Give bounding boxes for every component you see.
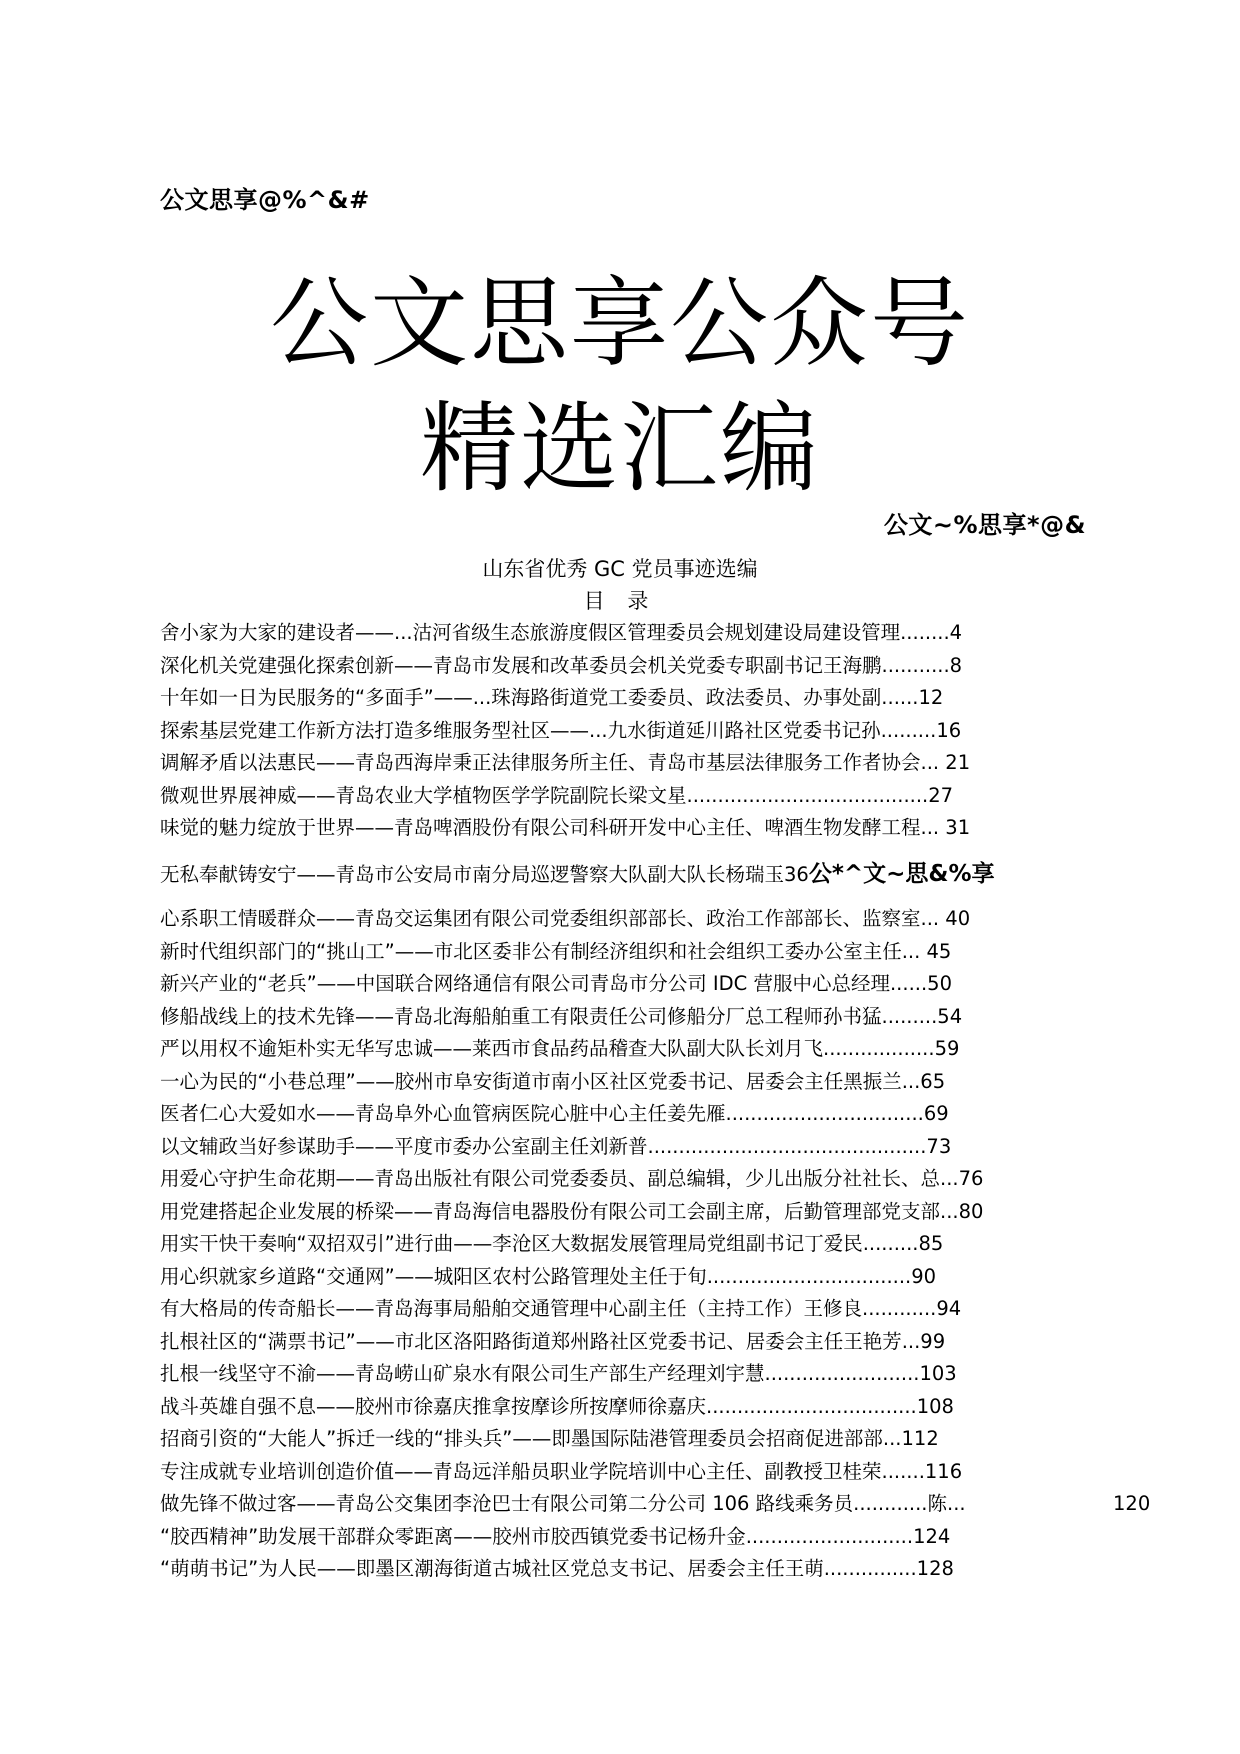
toc-entry[interactable]: 味觉的魅力绽放于世界——青岛啤酒股份有限公司科研开发中心主任、啤酒生物发酵工程... 31 <box>160 816 971 839</box>
document-title-line-2: 精选汇编 <box>419 392 820 506</box>
toc-entry[interactable]: 严以用权不逾矩朴实无华写忠诚——莱西市食品药品稽查大队副大队长刘月飞..................59 <box>160 1037 960 1060</box>
toc-entry[interactable]: 战斗英雄自强不息——胶州市徐嘉庆推拿按摩诊所按摩师徐嘉庆..................................108 <box>160 1394 954 1418</box>
document-title-line-1: 公文思享公众号 <box>269 267 970 381</box>
toc-entry[interactable]: 扎根社区的“满票书记”——市北区洛阳路街道郑州路社区党委书记、居委会主任王艳芳...99 <box>160 1329 946 1353</box>
toc-entry[interactable]: 心系职工情暖群众——青岛交运集团有限公司党委组织部部长、政治工作部部长、监察室... 40 <box>160 907 971 930</box>
toc-heading: 目 录 <box>583 589 657 613</box>
toc-entry[interactable]: 新时代组织部门的“挑山工”——市北区委非公有制经济组织和社会组织工委办公室主任... 45 <box>160 939 952 963</box>
toc-entry[interactable]: “萌萌书记”为人民——即墨区潮海街道古城社区党总支书记、居委会主任王萌...............128 <box>160 1557 954 1580</box>
toc-entry[interactable]: 用实干快干奏响“双招双引”进行曲——李沧区大数据发展管理局党组副书记丁爱民.........85 <box>160 1232 944 1255</box>
toc-entry[interactable]: 微观世界展神威——青岛农业大学植物医学学院副院长梁文星.......................................27 <box>160 783 954 807</box>
toc-page-number: 120 <box>1113 1492 1151 1515</box>
toc-entry[interactable]: 用心织就家乡道路“交通网”——城阳区农村公路管理处主任于旬.................................90 <box>160 1264 937 1288</box>
toc-entry[interactable]: 用党建搭起企业发展的桥梁——青岛海信电器股份有限公司工会副主席，后勤管理部党支部...80 <box>160 1199 984 1223</box>
watermark-top-left: 公文思享@%^&# <box>160 186 370 214</box>
document-subtitle: 山东省优秀 GC 党员事迹选编 <box>482 557 758 581</box>
toc-entry[interactable]: “胶西精神”助发展干部群众零距离——胶州市胶西镇党委书记杨升金...........................124 <box>160 1524 951 1548</box>
toc-entry-text: 无私奉献铸安宁——青岛市公安局市南分局巡逻警察大队副大队长杨瑞玉36 <box>160 862 809 886</box>
toc-entry[interactable] <box>160 1488 1160 1521</box>
toc-entry[interactable]: 招商引资的“大能人”拆迁一线的“排头兵”——即墨国际陆港管理委员会招商促进部部...112 <box>160 1427 939 1450</box>
toc-entry[interactable]: 修船战线上的技术先锋——青岛北海船舶重工有限责任公司修船分厂总工程师孙书猛.........54 <box>160 1004 963 1028</box>
toc-entry-text: 做先锋不做过客——青岛公交集团李沧巴士有限公司第二分公司 106 路线乘务员............陈... <box>160 1492 966 1515</box>
toc-entry[interactable]: 深化机关党建强化探索创新——青岛市发展和改革委员会机关党委专职副书记王海鹏...........8 <box>160 653 963 677</box>
toc-entry[interactable]: 调解矛盾以法惠民——青岛西海岸秉正法律服务所主任、青岛市基层法律服务工作者协会... 21 <box>160 751 971 774</box>
watermark-inline: 公*^文~思&%享 <box>808 860 995 887</box>
toc-entry[interactable]: 新兴产业的“老兵”——中国联合网络通信有限公司青岛市分公司 IDC 营服中心总经理......50 <box>160 972 952 995</box>
toc-entry[interactable]: 以文辅政当好参谋助手——平度市委办公室副主任刘新普.............................................73 <box>160 1134 952 1158</box>
table-of-contents <box>160 617 1160 1586</box>
toc-entry[interactable]: 探索基层党建工作新方法打造多维服务型社区——...九水街道延川路社区党委书记孙.........16 <box>160 718 962 742</box>
toc-entry[interactable]: 舍小家为大家的建设者——...沽河省级生态旅游度假区管理委员会规划建设局建设管理........4 <box>160 621 963 644</box>
toc-entry[interactable]: 医者仁心大爱如水——青岛阜外心血管病医院心脏中心主任姜先雁................................69 <box>160 1102 949 1125</box>
toc-entry[interactable] <box>160 858 1160 891</box>
toc-entry[interactable]: 用爱心守护生命花期——青岛出版社有限公司党委委员、副总编辑，少儿出版分社社长、总...76 <box>160 1167 984 1190</box>
toc-entry[interactable]: 有大格局的传奇船长——青岛海事局船舶交通管理中心副主任（主持工作）王修良............94 <box>160 1297 962 1320</box>
watermark-right: 公文~%思享*@& <box>883 511 1086 539</box>
toc-entry[interactable]: 十年如一日为民服务的“多面手”——...珠海路街道党工委委员、政法委员、办事处副......12 <box>160 686 944 709</box>
toc-entry[interactable]: 扎根一线坚守不渝——青岛崂山矿泉水有限公司生产部生产经理刘宇慧.........................103 <box>160 1362 957 1385</box>
toc-entry[interactable]: 一心为民的“小巷总理”——胶州市阜安街道市南小区社区党委书记、居委会主任黑振兰...65 <box>160 1069 946 1093</box>
toc-entry[interactable]: 专注成就专业培训创造价值——青岛远洋船员职业学院培训中心主任、副教授卫桂荣.......116 <box>160 1459 963 1483</box>
